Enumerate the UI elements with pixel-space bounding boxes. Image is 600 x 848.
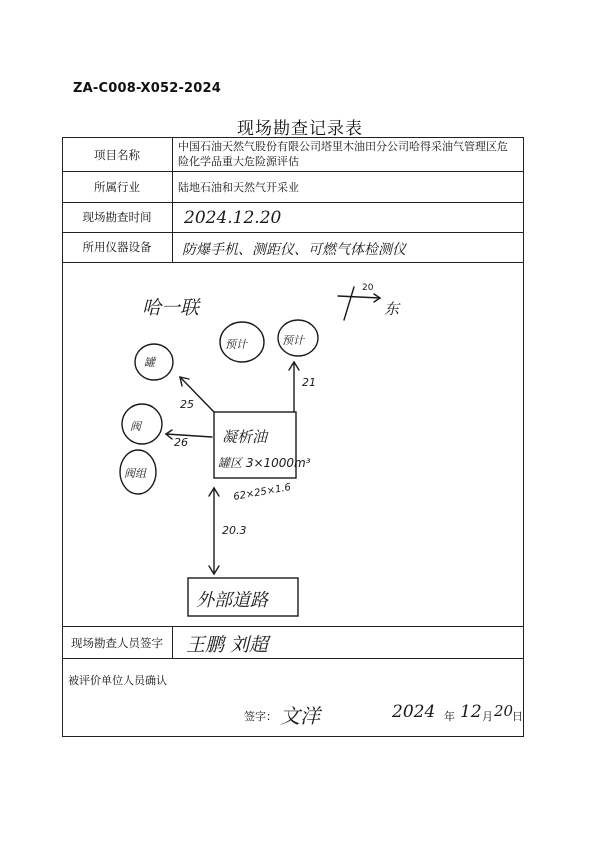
industry-value: 陆地石油和天然气开采业 — [178, 181, 299, 194]
project-label: 项目名称 — [94, 148, 140, 162]
instruments-label: 所用仪器设备 — [82, 240, 152, 254]
date-year: 2024 — [392, 702, 436, 722]
industry-label: 所属行业 — [94, 180, 140, 194]
place-name: 哈一联 — [142, 297, 200, 319]
survey-time-label: 现场勘查时间 — [82, 210, 152, 224]
date-day-unit: 日 — [512, 710, 523, 723]
row-divider — [62, 171, 524, 172]
column-divider — [172, 626, 173, 658]
date-year-unit: 年 — [444, 710, 455, 723]
survey-time-value: 2024.12.20 — [184, 208, 282, 228]
surveyor-signature: 王鹏 刘超 — [186, 634, 269, 656]
signer-signature: 文洋 — [280, 704, 320, 728]
site-sketch — [62, 262, 524, 626]
page-title: 现场勘查记录表 — [237, 119, 363, 139]
sign-label: 签字： — [244, 710, 277, 723]
dist-up-label: 21 — [302, 376, 316, 389]
project-value: 中国石油天然气股份有限公司塔里木油田分公司哈得采油气管理区危险化学品重大危险源评估 — [178, 140, 508, 168]
document-code: ZA-C008-X052-2024 — [73, 81, 222, 96]
row-divider — [62, 626, 524, 627]
row-divider — [62, 658, 524, 659]
circle-1-label: 预计 — [225, 338, 247, 351]
circle-4-label: 阀 — [130, 420, 141, 433]
date-month: 12 — [460, 702, 482, 722]
circle-3-label: 罐 — [144, 356, 155, 369]
date-month-unit: 月 — [482, 710, 493, 723]
confirm-label: 被评价单位人员确认 — [68, 674, 167, 687]
row-divider — [62, 232, 524, 233]
surveyor-label: 现场勘查人员签字 — [71, 636, 163, 650]
circle-4 — [122, 404, 162, 444]
instruments-value: 防爆手机、测距仪、可燃气体检测仪 — [182, 242, 406, 258]
dist-down-label: 20.3 — [222, 524, 247, 537]
circle-5-label: 阀组 — [124, 467, 146, 480]
row-divider — [62, 202, 524, 203]
tank-label-2: 罐区 3×1000m³ — [218, 456, 311, 470]
tank-dims: 62×25×1.6 — [232, 482, 292, 503]
north-arrow — [338, 287, 380, 320]
tank-label-1: 凝析油 — [222, 428, 268, 446]
column-divider — [172, 137, 173, 262]
east-label: 东 — [384, 300, 400, 318]
dist-left-label: 26 — [174, 436, 188, 449]
north-angle-label: 20 — [362, 283, 374, 293]
circle-2-label: 预计 — [282, 334, 304, 347]
road-label: 外部道路 — [196, 590, 268, 611]
date-day: 20 — [494, 702, 514, 720]
distance-arrow-left — [166, 434, 212, 437]
dist-left-upper-label: 25 — [180, 398, 194, 411]
